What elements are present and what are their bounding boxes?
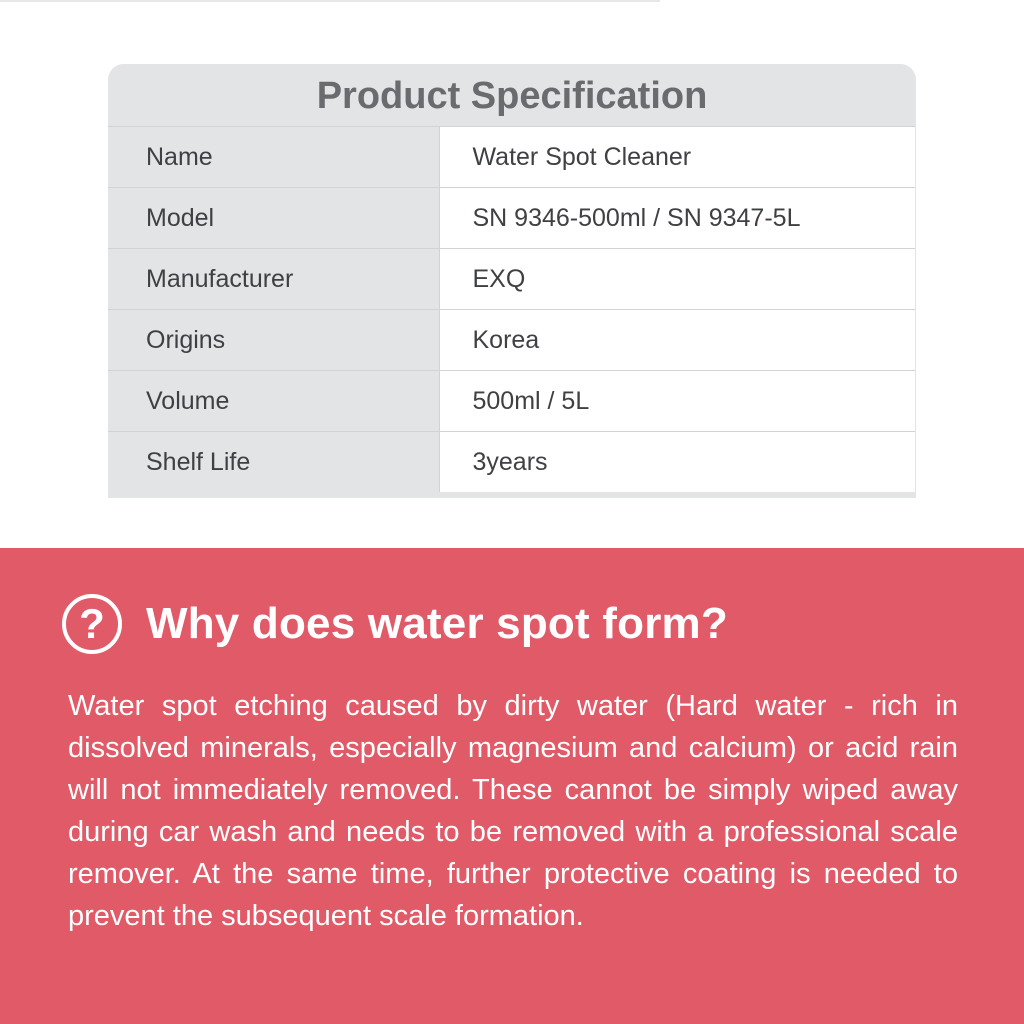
spec-label: Name	[108, 127, 439, 188]
why-body-text: Water spot etching caused by dirty water (Hard water - rich in dissolved minerals, especially magnesium and calcium) or acid rain will not immediately removed. These cannot be simply wiped away during car wash and needs to be removed with a professional scale remover. At the same time, further protective coating is needed to prevent the subsequent scale formation.	[68, 690, 958, 932]
spec-value: Korea	[439, 310, 916, 371]
spec-label: Model	[108, 188, 439, 249]
top-divider	[0, 0, 660, 2]
spec-label: Shelf Life	[108, 432, 439, 493]
spec-label: Manufacturer	[108, 249, 439, 310]
spec-value: EXQ	[439, 249, 916, 310]
question-circle-icon: ?	[62, 594, 122, 654]
spec-row-origins	[108, 310, 916, 371]
spec-row-manufacturer	[108, 249, 916, 310]
spec-value: 500ml / 5L	[439, 371, 916, 432]
spec-row-volume	[108, 371, 916, 432]
spec-value: 3years	[439, 432, 916, 493]
spec-table	[108, 126, 916, 493]
spec-label: Volume	[108, 371, 439, 432]
spec-row-shelf-life	[108, 432, 916, 493]
spec-value: Water Spot Cleaner	[439, 127, 916, 188]
why-water-spot-section	[0, 548, 1024, 1024]
why-header	[62, 592, 728, 656]
product-specification-table	[108, 64, 916, 498]
why-title: Why does water spot form?	[146, 599, 728, 648]
spec-label: Origins	[108, 310, 439, 371]
spec-value: SN 9346-500ml / SN 9347-5L	[439, 188, 916, 249]
spec-title: Product Specification	[108, 64, 916, 126]
spec-row-name	[108, 127, 916, 188]
spec-row-model	[108, 188, 916, 249]
